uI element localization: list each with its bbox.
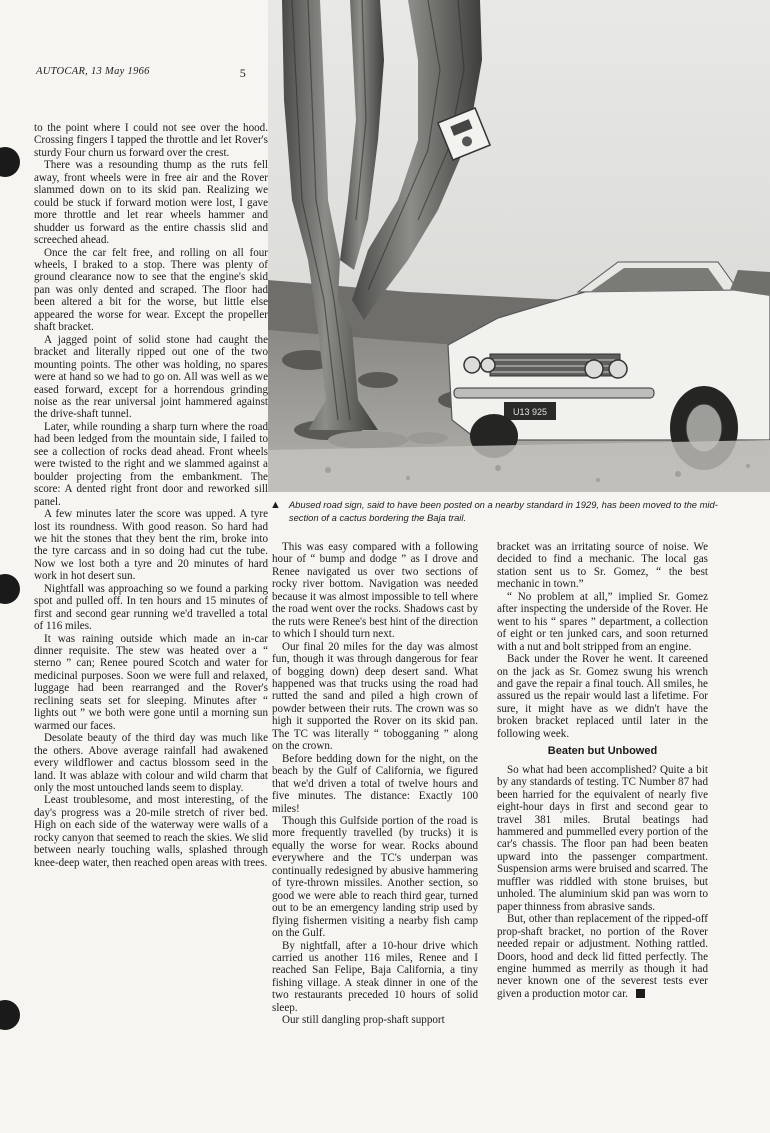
binder-hole (0, 147, 20, 177)
paragraph (497, 913, 708, 1000)
paragraph: Our final 20 miles for the day was almost fun, though it was through dangerous for fear of bogging down) deep desert sand. What happened was that trucks using the road had rutted the sand and piled a high crown of powder between their ruts. The crown was so high it supported the Rover on its skid pan. The TC was literally “ tobogganing ” along on the crown. (272, 640, 478, 753)
binder-hole (0, 1000, 20, 1030)
paragraph: “ No problem at all,” implied Sr. Gomez after inspecting the underside of the Rover. He went to his “ spares ” department, a collection of eight or ten junked cars, and soon returned with a nut and bolt stripped from an engine. (497, 590, 708, 653)
paragraph: to the point where I could not see over the hood. Crossing fingers I tapped the throttle and let Rover's sturdy Four churn us forward over the crest. (34, 122, 268, 159)
paragraph: Though this Gulfside portion of the road is more frequently travelled (by trucks) it is equally the worse for wear. Rocks abound everywhere and the TC's underpan was continually redesigned by abusive hammering of tyre-thrown missiles. Another section, so good we were able to reach third gear, turned out to be an emergency landing strip used by flying fishermen visiting a nearby fish camp on the Gulf. (272, 814, 478, 940)
paragraph: Once the car felt free, and rolling on all four wheels, I braked to a stop. There was plenty of ground clearance now to see that the engine's skid pan was only dented and scraped. The floor had been altered a bit for the worse, but little else appeared the worse for wear. Except the propeller shaft bracket. (34, 246, 268, 334)
paragraph: bracket was an irritating source of noise. We decided to find a mechanic. The local gas station sent us to Sr. Gomez, “ the best mechanic in town.” (497, 541, 708, 591)
paragraph: Least troublesome, and most interesting, of the day's progress was a 20-mile stretch of river bed. High on each side of the waterway were walls of a rocky canyon that seemed to reach the skies. We slid between nearly touching walls, splashed through knee-deep water, then reached open areas with trees. (34, 794, 268, 869)
paragraph: Desolate beauty of the third day was much like the others. Above average rainfall had awakened every wildflower and cactus blossom seed in the land. It was ablaze with colour and wild charm that only the most untouched lands seem to display. (34, 732, 268, 795)
paragraph: There was a resounding thump as the ruts fell away, front wheels were in free air and the Rover slammed down on to its skid pan. Realizing we could be stuck if forward motion were lost, I gave more throttle and let rear wheels hammer and shudder us forward as the entire chassis slid and screeched ahead. (34, 159, 268, 247)
photo-illustration (268, 0, 770, 492)
license-plate: U13 925 (512, 407, 548, 417)
photo-caption (270, 498, 740, 524)
paragraph: Back under the Rover he went. It careened on the jack as Sr. Gomez swung his wrench and gave the repair a final touch. All smiles, he assured us the repair would last a lifetime. For sure, it might have as we didn't have the broken bracket replaced until later in the following week. (497, 653, 708, 740)
article-column-2 (272, 541, 478, 1027)
paragraph: Later, while rounding a sharp turn where the road had been ledged from the mountain side, I failed to see a collection of rocks dead ahead. Front wheels were twisted to the right and we slammed against a boulder projecting from the embankment. The score: A dented right front door and reworked sill panel. (34, 420, 268, 508)
paragraph-text: But, other than replacement of the ripped-off prop-shaft bracket, no portion of the Rover needed repair or adjustment. Nothing rattled. Doors, hood and deck lid fitted perfectly. The engine hummed as merrily as though it had never known one of the severest tests ever given a production motor car. (497, 913, 708, 1000)
running-head (36, 66, 246, 81)
paragraph: So what had been accomplished? Quite a bit by any standards of testing. TC Number 87 had been harried for the equivalent of nearly five eight-hour days in first and second gear to travel 381 miles. Brutal beatings had hammered and pummelled every portion of the car's chassis. The floor pan had been beaten upward into the passenger compartment. Suspension arms were bruised and scarred. The muffler was riddled with stone bruises, but unholed. The aluminium skid pan was worn to paper thinness from abrasive sands. (497, 763, 708, 913)
paragraph: A few minutes later the score was upped. A tyre lost its roundness. With good reason. So hard had we hit the stones that they bent the rim, broke into the tyre carcass and in so doing had cut the tube. Now we lost both a tyre and 20 minutes of hard work in hot desert sun. (34, 508, 268, 583)
paragraph: Nightfall was approaching so we found a parking spot and pulled off. In ten hours and 15 minutes of first and second gear running we'd travelled a total of 116 miles. (34, 582, 268, 633)
paragraph: By nightfall, after a 10-hour drive which carried us another 116 miles, Renee and I reached San Felipe, Baja California, a tiny fishing village. A steak dinner in one of the two restaurants preceded 10 hours of solid sleep. (272, 939, 478, 1014)
publication-title: AUTOCAR, 13 May 1966 (36, 66, 150, 77)
paragraph: It was raining outside which made an in-car dinner requisite. The stew was heated over a “ sterno ” can; Renee poured Scotch and water for medicinal purposes. Soon we were full and relaxed, luggage had been rearranged and the Rover's reclining seats set for sleeping. Minutes after “ lights out ” we both were gone until a morning sun warmed our faces. (34, 632, 268, 732)
paragraph: Our still dangling prop-shaft support (282, 1014, 445, 1027)
page-number: 5 (239, 66, 246, 80)
article-column-1 (34, 122, 268, 869)
cactus-car-photo (268, 0, 770, 492)
paragraph: Before bedding down for the night, on the beach by the Gulf of California, we figured that we'd driven a total of twelve hours and five minutes. The distance: Exactly 100 miles! (272, 752, 478, 815)
paragraph: A jagged point of solid stone had caught the bracket and literally ripped out one of the two mounting points. The other was holding, no spares were at hand so we had to go on. All was well as we eased forward, except for a horrendous grinding noise as the rear universal joint hammered against the drive-shaft tunnel. (34, 333, 268, 421)
article-column-3 (497, 541, 708, 1000)
caption-text: Abused road sign, said to have been posted on a nearby standard in 1929, has been moved to the mid-section of a cactus bordering the Baja trail. (288, 499, 718, 523)
binder-hole (0, 574, 20, 604)
caption-marker: ▲ (270, 499, 281, 511)
section-subheading: Beaten but Unbowed (547, 745, 658, 758)
paragraph: This was easy compared with a following hour of “ bump and dodge ” as I drove and Renee navigated us over two sections of rocky river bottom. Navigation was needed because it was almost impossible to tell where the road went over the rocks. Shadows cast by the ruts were Renee's best hint of the direction to which I should turn next. (272, 541, 478, 641)
end-of-article-mark (636, 989, 645, 998)
